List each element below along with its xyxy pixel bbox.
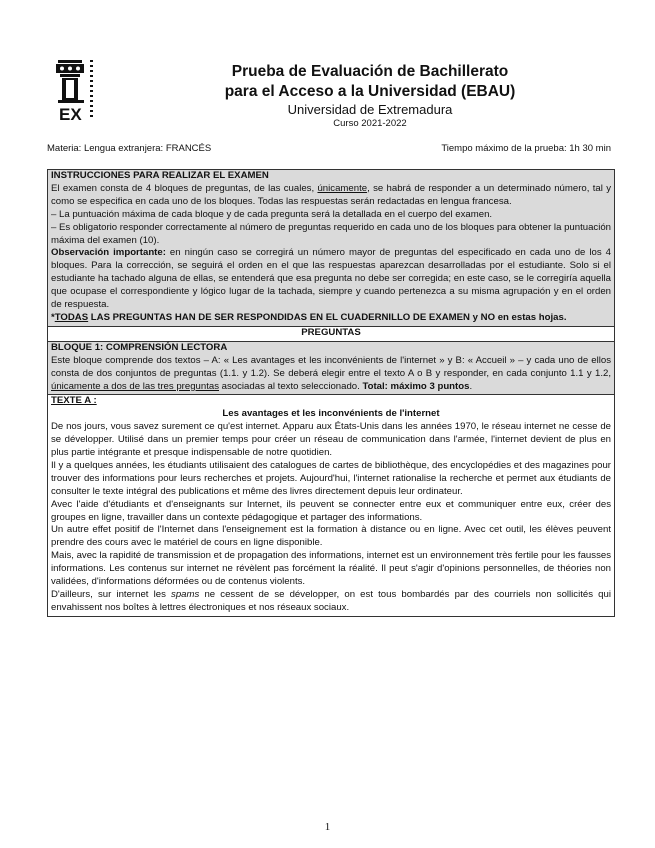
subject: Materia: Lengua extranjera: FRANCÉS (47, 143, 212, 154)
text-a-title: Les avantages et les inconvénients de l'internet (222, 408, 440, 420)
text-a-p6: D'ailleurs, sur internet les spams ne cessent de se développer, on est tous bombardés par des courriels non sollicités qui envahissent nos boîtes à lettres électroniques et nos réseaux sociaux. (51, 589, 611, 613)
block1-description: Este bloque comprende dos textos – A: « Les avantages et les inconvénients de l'internet » y B: « Accueil » – y cada uno de ellos consta de dos conjuntos de preguntas (1.1. y 1.2). Se deberá elegir entre el texto A o B y responder, en cada conjunto 1.1 y 1.2, únicamente a dos de las tres preguntas asociadas al texto seleccionado. Total: máximo 3 puntos. (51, 354, 611, 392)
questions-heading: PREGUNTAS (48, 327, 614, 342)
instructions-p3: – Es obligatorio responder correctamente al número de preguntas requerido en cada uno de los bloques para obtener la puntuación máxima del examen (10). (51, 221, 612, 246)
text-a-p4: Un autre effet positif de l'Internet dans l'enseignement est la formation à distance ou en ligne. Avec cet outil, les élèves peuvent prendre des cours avec le matériel de cours en ligne disponible. (51, 524, 611, 549)
block1-section (48, 342, 614, 396)
instructions-heading: INSTRUCCIONES PARA REALIZAR EL EXAMEN (51, 170, 269, 181)
text-a-p2: Il y a quelques années, les étudiants utilisaient des catalogues de cartes de bibliothèque, des encyclopédies et des magazines pour trouver des informations pour leurs recherches et projets. Aujourd'hui, l'internet rationalise la recherche et permet aux étudiants de consulter le texte intégral des publications et même des livres directement depuis leur ordinateur. (51, 459, 611, 497)
text-a-label: TEXTE A : (51, 395, 97, 407)
university-name: Universidad de Extremadura (287, 102, 453, 117)
page-number: 1 (324, 821, 331, 833)
exam-title (130, 62, 610, 130)
max-time: Tiempo máximo de la prueba: 1h 30 min (441, 143, 611, 154)
exam-frame (47, 169, 615, 617)
logo-text: EX (59, 105, 82, 122)
text-a-p1: De nos jours, vous savez surement ce qu'est internet. Apparu aux États-Unis dans les années 1970, le réseau internet ne cesse de se développer. Utilisé dans un premier temps pour créer un réseau de communication dans l'armée, l'internet devient de plus en plus partie intégrante et presque indispensable de notre quotidien. (51, 421, 611, 459)
title-line1: Prueba de Evaluación de Bachillerato (231, 63, 509, 80)
exam-meta (47, 143, 611, 154)
text-a-p5: Mais, avec la rapidité de transmission et de propagation des informations, internet est un environnement très fertile pour les fausses informations. Les contenus sur internet ne révèlent pas forcément la réalité. Il peut s'agir d'opinions personnelles, de théories non validées, d'informations déformées ou de contenus violents. (51, 550, 611, 588)
final-note: *TODAS LAS PREGUNTAS HAN DE SER RESPONDIDAS EN EL CUADERNILLO DE EXAMEN y NO en estas hojas. (51, 311, 567, 323)
text-a-p3: Avec l'aide d'étudiants et d'enseignants sur Internet, ils peuvent se connecter entre eux et communiquer entre eux, créer des groupes en ligne, travailler dans un contexte pédagogique et partager des informations. (51, 498, 611, 523)
text-a-section (48, 395, 614, 615)
instructions-p2: – La puntuación máxima de cada bloque y de cada pregunta será la detallada en el cuerpo del examen. (51, 208, 493, 220)
instructions-p1: El examen consta de 4 bloques de preguntas, de las cuales, únicamente, se habrá de responder a un determinado número, tal y como se especifica en cada uno de los bloques. Todas las respuestas serán redactadas en lengua francesa. (51, 182, 612, 207)
course-year: Curso 2021-2022 (333, 118, 407, 129)
observation: Observación importante: en ningún caso se corregirá un número mayor de preguntas del especificado en cada uno de los 4 bloques. Para la corrección, se seguirá el orden en el que las respuestas aparezcan desarrolladas por el estudiante. Solo si el estudiante ha tachado alguna de ellas, se entenderá que esa pregunta no debe ser corregida; en este caso, se le corregiría aquella que ocupase el correspondiente y lógico lugar de la tachada, siempre y cuando pertenezca a su misma agrupación y en el orden de respuesta. (51, 247, 611, 311)
instructions-section (48, 170, 614, 327)
title-line2: para el Acceso a la Universidad (EBAU) (224, 83, 516, 100)
block1-heading: BLOQUE 1: COMPRENSIÓN LECTORA (51, 341, 228, 353)
university-logo (52, 56, 102, 122)
